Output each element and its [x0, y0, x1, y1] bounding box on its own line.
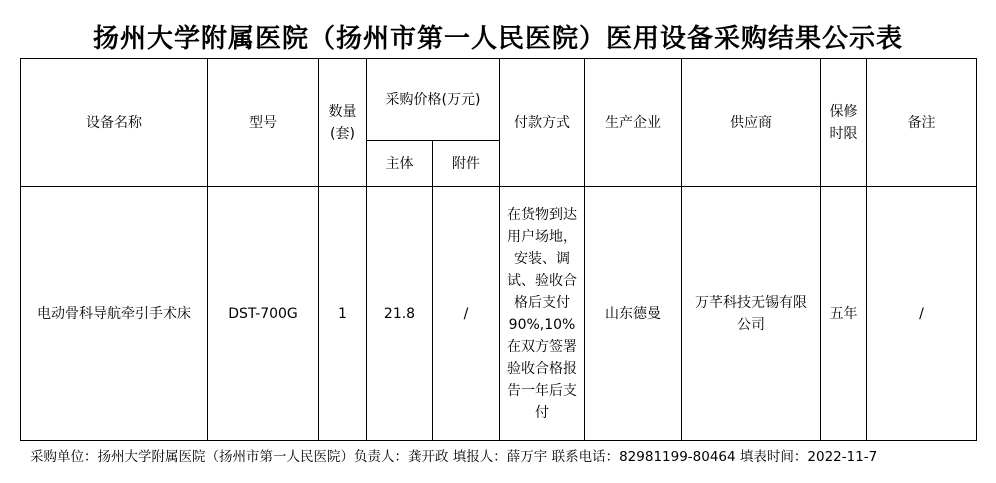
procurement-table — [20, 58, 977, 441]
cell-warranty: 五年 — [821, 187, 867, 441]
table-row — [21, 187, 977, 441]
header-qty: 数量(套) — [319, 59, 367, 187]
cell-model: DST-700G — [208, 187, 319, 441]
header-price: 采购价格(万元) — [367, 59, 500, 141]
header-model: 型号 — [208, 59, 319, 187]
cell-manufacturer: 山东德曼 — [585, 187, 682, 441]
cell-supplier: 万芊科技无锡有限公司 — [682, 187, 821, 441]
header-name: 设备名称 — [21, 59, 208, 187]
cell-price-attach: / — [433, 187, 500, 441]
cell-payment: 在货物到达用户场地，安装、调试、验收合格后支付 90%,10%在双方签署验收合格报告一年后支付 — [500, 187, 585, 441]
header-price-attach: 附件 — [433, 141, 500, 187]
header-warranty: 保修时限 — [821, 59, 867, 187]
header-remark: 备注 — [867, 59, 977, 187]
cell-price-main: 21.8 — [367, 187, 433, 441]
header-manufacturer: 生产企业 — [585, 59, 682, 187]
cell-qty: 1 — [319, 187, 367, 441]
cell-name: 电动骨科导航牵引手术床 — [21, 187, 208, 441]
cell-remark: / — [867, 187, 977, 441]
header-supplier: 供应商 — [682, 59, 821, 187]
header-price-main: 主体 — [367, 141, 433, 187]
footer-info: 采购单位：扬州大学附属医院（扬州市第一人民医院）负责人：龚开政 填报人：薛万宇 联系电话：82981199-80464 填表时间：2022-11-7 — [30, 449, 878, 465]
page-title: 扬州大学附属医院（扬州市第一人民医院）医用设备采购结果公示表 — [92, 24, 903, 54]
header-payment: 付款方式 — [500, 59, 585, 187]
